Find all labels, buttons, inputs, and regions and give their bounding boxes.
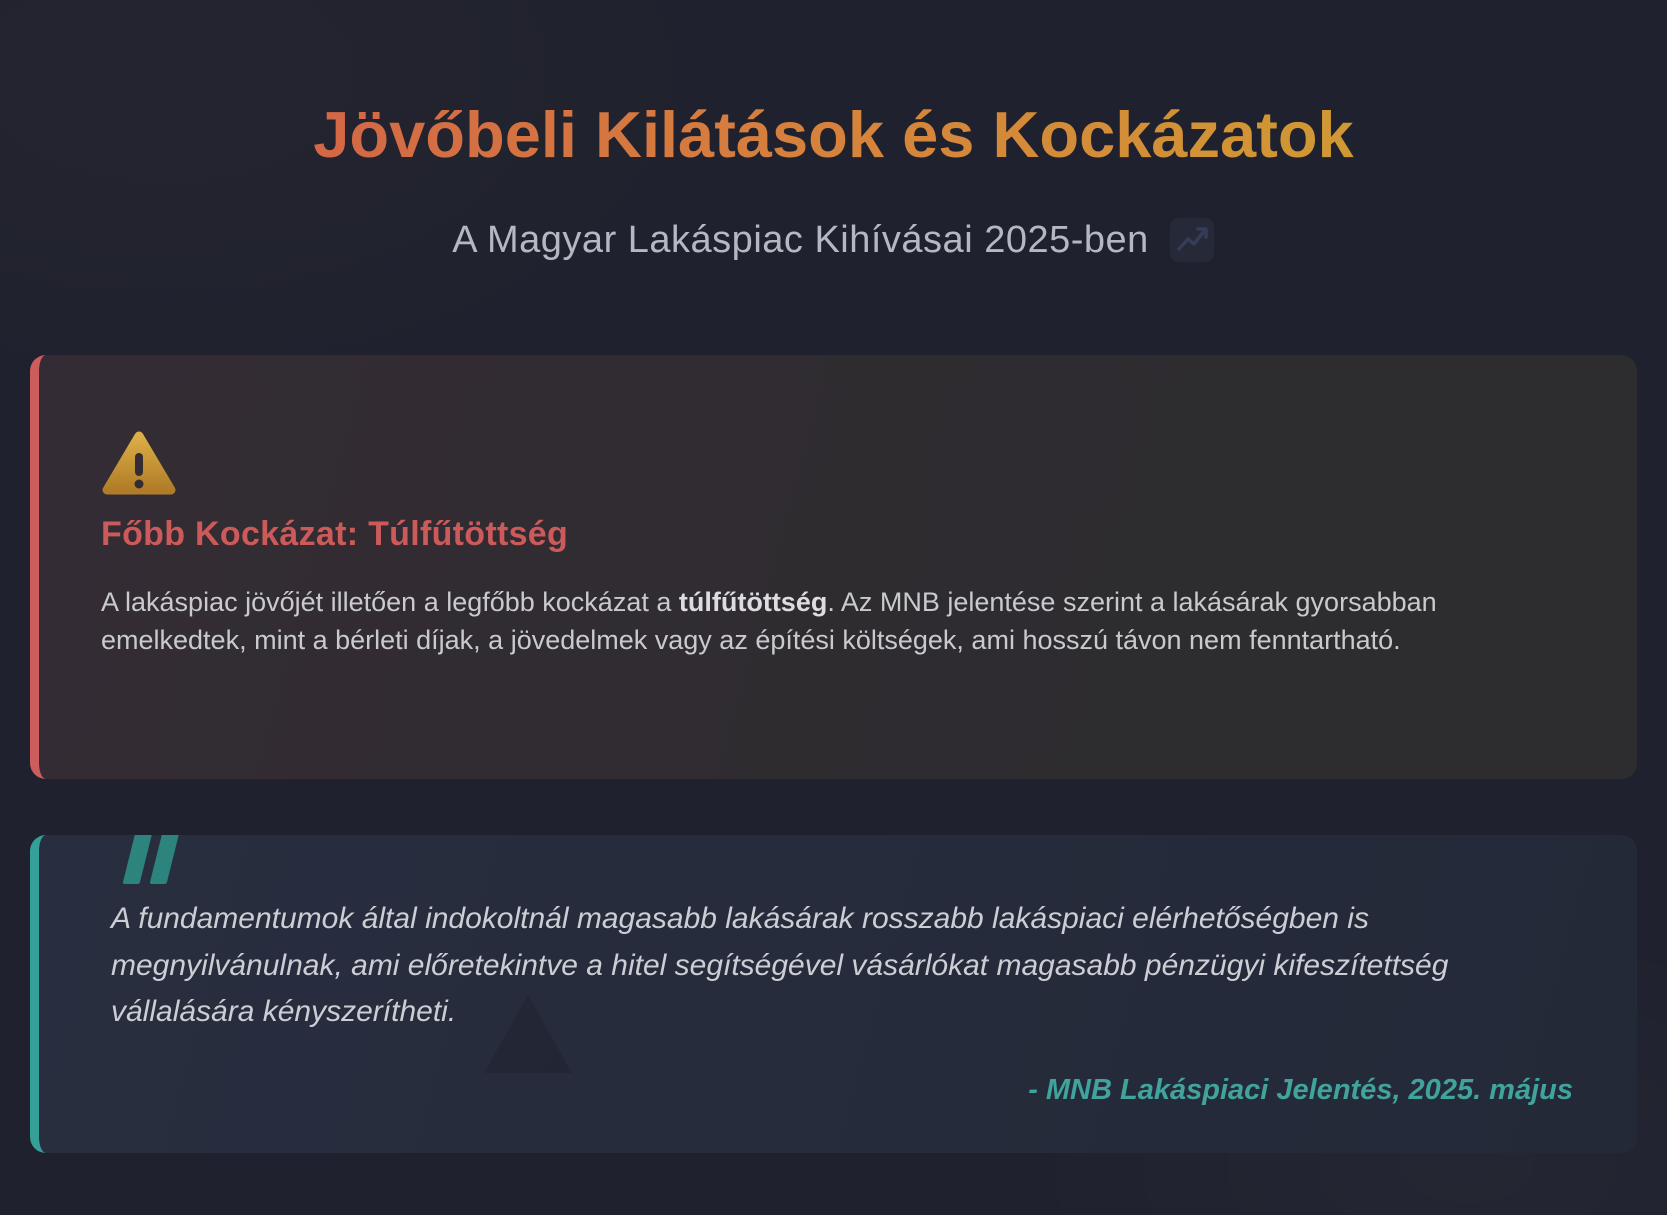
risk-body-text-end: . Az MNB jelentése szerint a lakásárak gyorsabban emelkedtek, mint a bérleti díjak, a jövedelmek vagy az építési költségek, ami hosszú távon nem fenntartható. <box>101 587 1437 655</box>
watermark-triangle-icon <box>484 995 572 1073</box>
page-subtitle: A Magyar Lakáspiac Kihívásai 2025-ben <box>452 218 1149 261</box>
quote-text: A fundamentumok által indokoltnál magasabb lakásárak rosszabb lakáspiaci elérhetőségben is megnyilvánulnak, ami előretekintve a hitel segítségével vásárlókat magasabb pénzügyi kifeszítettség vállalására kényszerítheti. <box>111 901 1449 1029</box>
subtitle-row <box>0 217 1667 263</box>
quote-card <box>30 835 1637 1153</box>
risk-heading: Főbb Kockázat: Túlfűtöttség <box>101 515 569 554</box>
page-title: Jövőbeli Kilátások és Kockázatok <box>0 94 1667 175</box>
risk-body-text-start: A lakáspiac jövőjét illetően a legfőbb kockázat a <box>101 587 679 618</box>
chart-increasing-icon <box>1169 217 1215 263</box>
slide-header <box>0 0 1667 263</box>
risk-card <box>30 355 1637 779</box>
risk-body <box>101 584 1521 659</box>
warning-icon <box>101 429 177 497</box>
quote-attribution: - MNB Lakáspiaci Jelentés, 2025. május <box>1028 1074 1573 1107</box>
quote-mark-icon <box>97 835 1573 882</box>
risk-body-bold-term: túlfűtöttség <box>678 587 828 618</box>
